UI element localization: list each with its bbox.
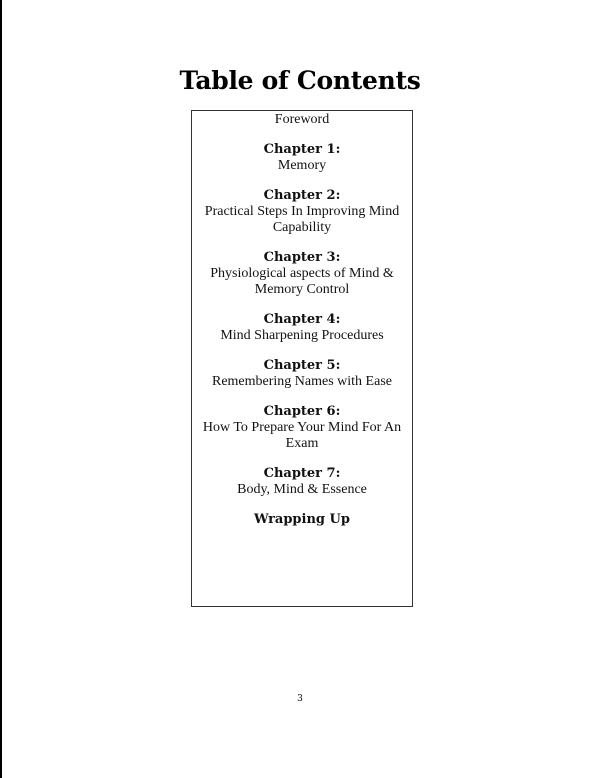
chapter-number: Chapter 2: xyxy=(263,188,341,203)
table-of-contents-box xyxy=(191,110,413,607)
toc-entry-foreword: Foreword xyxy=(274,112,330,127)
toc-entry-chapter-5 xyxy=(192,358,412,390)
chapter-number: Chapter 7: xyxy=(263,466,341,481)
chapter-number: Chapter 3: xyxy=(263,250,341,265)
toc-entry-chapter-4 xyxy=(192,312,412,344)
chapter-title: Remembering Names with Ease xyxy=(211,374,392,389)
chapter-title: Mind Sharpening Procedures xyxy=(220,328,384,343)
chapter-title: Body, Mind & Essence xyxy=(237,482,367,497)
toc-entry-wrapping-up: Wrapping Up xyxy=(254,512,350,527)
chapter-number: Chapter 1: xyxy=(263,142,341,157)
chapter-title: Memory xyxy=(277,158,327,173)
toc-entry-chapter-6 xyxy=(192,404,412,452)
chapter-number: Chapter 6: xyxy=(263,404,341,419)
toc-entry-chapter-1 xyxy=(192,142,412,174)
chapter-number: Chapter 5: xyxy=(263,358,341,373)
chapter-title: Practical Steps In Improving Mind Capability xyxy=(204,204,400,235)
page-number: 3 xyxy=(297,694,303,704)
page-left-edge xyxy=(0,0,2,778)
chapter-number: Chapter 4: xyxy=(263,312,341,327)
toc-entry-chapter-3 xyxy=(192,250,412,298)
page-title: Table of Contents xyxy=(179,66,421,95)
chapter-title: How To Prepare Your Mind For An Exam xyxy=(202,420,402,451)
chapter-title: Physiological aspects of Mind & Memory Control xyxy=(210,266,394,297)
toc-entry-chapter-7 xyxy=(192,466,412,498)
toc-entry-chapter-2 xyxy=(192,188,412,236)
